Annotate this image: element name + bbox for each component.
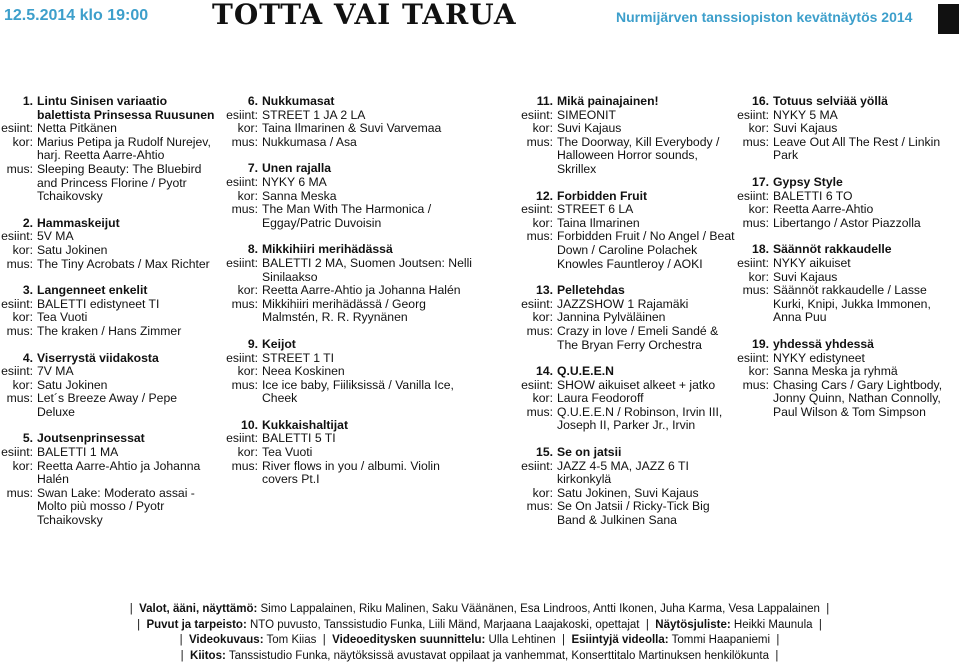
detail-value: Libertango / Astor Piazzolla (773, 215, 921, 230)
detail-label: kor: (12, 134, 33, 149)
detail-label: esiint: (737, 255, 769, 270)
item-detail-row (505, 460, 740, 487)
detail-label: esiint: (226, 431, 258, 446)
detail-value: Tea Vuoti (37, 310, 88, 325)
item-detail-row (220, 203, 478, 230)
item-detail-row (505, 230, 740, 271)
program-item (220, 95, 478, 149)
item-detail-row (220, 352, 478, 366)
item-detail-row (725, 136, 959, 163)
detail-label: mus: (6, 256, 33, 271)
detail-label: esiint: (1, 229, 33, 244)
item-detail-row (0, 122, 215, 136)
detail-value: Laura Feodoroff (557, 391, 644, 406)
detail-label: kor: (748, 269, 769, 284)
item-detail-row (505, 122, 740, 136)
detail-value: The kraken / Hans Zimmer (37, 323, 182, 338)
credit-value: NTO puvusto, Tanssistudio Funka, Liili Mänd, Marjaana Laajakoski, opettajat (249, 618, 640, 631)
item-title-row (0, 217, 215, 231)
item-number: 12. (536, 188, 553, 203)
item-detail-row (220, 446, 478, 460)
detail-label: esiint: (521, 377, 553, 392)
item-title-row (0, 284, 215, 298)
item-number: 13. (536, 283, 553, 298)
credit-value: Tom Kiias (266, 634, 317, 647)
detail-value: Swan Lake: Moderato assai - Molto più mosso / Pyotr Tchaikovsky (37, 485, 195, 528)
item-title: Nukkumasat (262, 94, 335, 108)
item-number: 8. (247, 242, 258, 257)
item-detail-row (725, 271, 959, 285)
item-detail-row (505, 500, 740, 527)
header (0, 0, 959, 36)
detail-value: Netta Pitkänen (37, 121, 117, 136)
detail-label: esiint: (737, 107, 769, 122)
detail-label: kor: (748, 202, 769, 217)
item-title: Kukkaishaltijat (262, 417, 349, 432)
detail-label: esiint: (521, 202, 553, 217)
detail-value: NYKY edistyneet (773, 350, 865, 365)
credit-label: Videoeditysken suunnittelu: (332, 634, 486, 647)
item-number: 16. (752, 94, 769, 108)
detail-value: Marius Petipa ja Rudolf Nurejev, harj. Reetta Aarre-Ahtio (37, 134, 211, 163)
item-detail-row (220, 284, 478, 298)
item-detail-row (505, 487, 740, 501)
detail-label: kor: (532, 121, 553, 136)
item-title-row (505, 365, 740, 379)
item-title-row (725, 95, 959, 109)
detail-label: kor: (12, 458, 33, 473)
credit-value: Tommi Haapaniemi (671, 634, 771, 647)
item-number: 19. (752, 336, 769, 351)
item-detail-row (0, 244, 215, 258)
item-title: Unen rajalla (262, 161, 332, 176)
item-title: Lintu Sinisen variaatio balettista Prinsessa Ruusunen (37, 94, 215, 122)
item-detail-row (0, 487, 215, 528)
item-detail-row (0, 325, 215, 339)
detail-label: kor: (12, 310, 33, 325)
detail-label: kor: (532, 485, 553, 500)
detail-value: BALETTI 6 TO (773, 188, 853, 203)
detail-label: esiint: (737, 188, 769, 203)
item-title-row (220, 162, 478, 176)
item-detail-row (725, 122, 959, 136)
program-item (0, 352, 215, 420)
item-detail-row (0, 365, 215, 379)
detail-value: The Doorway, Kill Everybody / Halloween Horror sounds, Skrillex (557, 134, 720, 176)
program-item (725, 338, 959, 420)
detail-label: kor: (12, 377, 33, 392)
item-detail-row (220, 122, 478, 136)
detail-value: SIMEONIT (557, 107, 616, 122)
item-title: Pelletehdas (557, 283, 625, 298)
item-title-row (220, 419, 478, 433)
program-column-4 (725, 95, 959, 432)
detail-label: mus: (231, 296, 258, 311)
detail-value: Chasing Cars / Gary Lightbody, Jonny Quinn, Nathan Connolly, Paul Wilson & Tom Simpson (773, 377, 943, 419)
item-title: Se on jatsii (557, 445, 622, 460)
credit-label: Valot, ääni, näyttämö: (139, 603, 258, 615)
item-detail-row (0, 379, 215, 393)
item-detail-row (725, 379, 959, 420)
item-detail-row (505, 136, 740, 177)
program-item (220, 243, 478, 325)
program-column-1 (0, 95, 215, 541)
detail-value: Nukkumasa / Asa (262, 134, 357, 149)
item-detail-row (0, 136, 215, 163)
detail-value: Ice ice baby, Fiiliksissä / Vanilla Ice, Cheek (262, 377, 454, 406)
detail-value: Sleeping Beauty: The Bluebird and Princess Florine / Pyotr Tchaikovsky (37, 161, 202, 204)
detail-value: Satu Jokinen (37, 242, 108, 257)
item-title-row (505, 284, 740, 298)
detail-value: NYKY 6 MA (262, 174, 327, 189)
detail-label: mus: (231, 134, 258, 149)
detail-value: JAZZSHOW 1 Rajamäki (557, 296, 689, 311)
item-title-row (725, 243, 959, 257)
program-item (505, 365, 740, 433)
detail-value: Forbidden Fruit / No Angel / Beat Down / Caroline Polachek Knowles Fauntleroy / AOKI (557, 229, 735, 271)
item-detail-row (220, 460, 478, 487)
item-detail-row (220, 109, 478, 123)
detail-value: Reetta Aarre-Ahtio ja Johanna Halén (37, 458, 201, 487)
item-number: 7. (247, 161, 258, 176)
item-detail-row (505, 217, 740, 231)
credits-line: | Puvut ja tarpeisto: NTO puvusto, Tanssistudio Funka, Liili Mänd, Marjaana Laajakoski, opettajat | Näytösjuliste: Heikki Maunula | (137, 618, 822, 631)
credit-value: Ulla Lehtinen (488, 634, 556, 647)
program-item (725, 95, 959, 163)
item-detail-row (725, 284, 959, 325)
item-detail-row (725, 217, 959, 231)
item-detail-row (505, 406, 740, 433)
detail-value: SHOW aikuiset alkeet + jatko (557, 377, 716, 392)
program-item (505, 190, 740, 272)
item-detail-row (725, 190, 959, 204)
program-item (0, 217, 215, 271)
detail-label: esiint: (521, 458, 553, 473)
program-item (220, 162, 478, 230)
item-title: Mikä painajainen! (557, 94, 659, 108)
detail-value: 5V MA (37, 229, 74, 244)
detail-value: Crazy in love / Emeli Sandé & The Bryan Ferry Orchestra (557, 323, 719, 352)
credit-value: Tanssistudio Funka, näytöksissä avustavat oppilaat ja vanhemmat, Konserttitalo Martinuksen henkilökunta (228, 649, 769, 662)
detail-label: mus: (526, 229, 553, 244)
detail-value: Leave Out All The Rest / Linkin Park (773, 134, 941, 163)
detail-label: mus: (526, 404, 553, 419)
item-title-row (725, 338, 959, 352)
detail-label: kor: (748, 121, 769, 136)
detail-label: kor: (12, 242, 33, 257)
item-title-row (505, 95, 740, 109)
detail-label: mus: (526, 134, 553, 149)
detail-value: Sanna Meska ja ryhmä (773, 364, 898, 379)
item-detail-row (220, 190, 478, 204)
item-number: 1. (22, 94, 33, 108)
detail-value: JAZZ 4-5 MA, JAZZ 6 TI kirkonkylä (557, 458, 689, 487)
item-number: 4. (22, 350, 33, 365)
item-detail-row (725, 352, 959, 366)
detail-value: Let´s Breeze Away / Pepe Deluxe (37, 391, 178, 419)
item-number: 3. (22, 283, 33, 298)
detail-label: mus: (6, 161, 33, 176)
item-title: yhdessä yhdessä (773, 336, 874, 351)
program-column-2 (220, 95, 478, 500)
item-title: Gypsy Style (773, 174, 843, 189)
detail-value: Jannina Pylväläinen (557, 310, 666, 325)
item-detail-row (505, 203, 740, 217)
detail-value: BALETTI 1 MA (37, 445, 119, 460)
detail-value: Taina Ilmarinen & Suvi Varvemaa (262, 121, 442, 136)
detail-label: kor: (237, 121, 258, 136)
item-title: Joutsenprinsessat (37, 431, 145, 446)
item-number: 11. (536, 94, 553, 108)
detail-label: mus: (742, 215, 769, 230)
detail-value: Q.U.E.E.N / Robinson, Irvin III, Joseph II, Parker Jr., Irvin (557, 404, 723, 433)
detail-label: esiint: (737, 350, 769, 365)
item-title-row (505, 446, 740, 460)
item-number: 2. (22, 215, 33, 230)
show-title: TOTTA VAI TARUA (212, 0, 517, 31)
detail-label: mus: (742, 377, 769, 392)
detail-value: Se On Jatsii / Ricky-Tick Big Band & Julkinen Sana (557, 499, 710, 528)
credits-line: | Videokuvaus: Tom Kiias | Videoeditysken suunnittelu: Ulla Lehtinen | Esiintyjä videolla: Tommi Haapaniemi | (179, 634, 780, 647)
detail-value: STREET 6 LA (557, 202, 634, 217)
item-title: Viserrystä viidakosta (37, 350, 159, 365)
detail-value: River flows in you / albumi. Violin covers Pt.I (262, 458, 440, 487)
item-title: Forbidden Fruit (557, 188, 648, 203)
credit-label: Näytösjuliste: (655, 618, 731, 631)
item-detail-row (505, 109, 740, 123)
item-detail-row (505, 392, 740, 406)
program-item (505, 95, 740, 177)
detail-label: esiint: (521, 107, 553, 122)
item-title: Langenneet enkelit (37, 283, 148, 298)
item-title-row (220, 243, 478, 257)
show-date: 12.5.2014 klo 19:00 (4, 7, 149, 24)
detail-value: Neea Koskinen (262, 364, 345, 379)
item-detail-row (220, 176, 478, 190)
item-detail-row (220, 379, 478, 406)
detail-label: mus: (742, 283, 769, 298)
program-item (0, 284, 215, 338)
detail-value: BALETTI 5 TI (262, 431, 336, 446)
detail-value: The Man With The Harmonica / Eggay/Patric Duvoisin (262, 202, 432, 230)
item-detail-row (0, 298, 215, 312)
detail-label: mus: (526, 499, 553, 514)
detail-value: NYKY 5 MA (773, 107, 838, 122)
detail-value: Suvi Kajaus (773, 269, 838, 284)
program-item (0, 95, 215, 204)
detail-label: kor: (532, 215, 553, 230)
detail-label: mus: (6, 485, 33, 500)
detail-label: kor: (237, 188, 258, 203)
item-detail-row (0, 230, 215, 244)
credit-value: Heikki Maunula (733, 618, 813, 631)
item-detail-row (505, 311, 740, 325)
program-item (725, 243, 959, 325)
detail-label: mus: (526, 323, 553, 338)
item-detail-row (505, 325, 740, 352)
detail-label: esiint: (226, 107, 258, 122)
detail-value: STREET 1 TI (262, 350, 335, 365)
detail-label: esiint: (1, 296, 33, 311)
detail-value: Sanna Meska (262, 188, 337, 203)
item-detail-row (0, 392, 215, 419)
detail-label: mus: (231, 202, 258, 217)
item-title: Säännöt rakkaudelle (773, 242, 892, 257)
credit-value: Simo Lappalainen, Riku Malinen, Saku Väänänen, Esa Lindroos, Antti Ikonen, Juha Karma, Vesa Lappalainen (260, 603, 820, 615)
detail-label: mus: (6, 323, 33, 338)
detail-label: esiint: (226, 174, 258, 189)
detail-label: esiint: (226, 255, 258, 270)
event-name: Nurmijärven tanssiopiston kevätnäytös 2014 (616, 9, 913, 25)
item-title-row (220, 95, 478, 109)
detail-label: esiint: (1, 445, 33, 460)
item-detail-row (505, 379, 740, 393)
item-detail-row (220, 136, 478, 150)
detail-label: esiint: (1, 364, 33, 379)
credits (0, 602, 959, 664)
credits-line: | Valot, ääni, näyttämö: Simo Lappalainen, Riku Malinen, Saku Väänänen, Esa Lindroos, Antti Ikonen, Juha Karma, Vesa Lappalainen | (129, 603, 830, 615)
program-item (505, 446, 740, 528)
detail-value: Taina Ilmarinen (557, 215, 640, 230)
program-column-3 (505, 95, 740, 541)
item-detail-row (220, 365, 478, 379)
detail-label: mus: (231, 377, 258, 392)
item-title: Mikkihiiri merihädässä (262, 242, 393, 257)
item-title-row (220, 338, 478, 352)
item-number: 9. (247, 336, 258, 351)
item-detail-row (725, 109, 959, 123)
detail-value: BALETTI 2 MA, Suomen Joutsen: Nelli Sinilaakso (262, 255, 472, 284)
detail-label: mus: (742, 134, 769, 149)
item-detail-row (220, 257, 478, 284)
program-item (505, 284, 740, 352)
item-title-row (0, 352, 215, 366)
detail-value: Suvi Kajaus (773, 121, 838, 136)
item-title: Keijot (262, 336, 296, 351)
detail-label: mus: (231, 458, 258, 473)
detail-label: kor: (532, 310, 553, 325)
credit-label: Puvut ja tarpeisto: (146, 618, 247, 631)
detail-value: 7V MA (37, 364, 74, 379)
detail-value: NYKY aikuiset (773, 255, 851, 270)
item-detail-row (0, 460, 215, 487)
detail-value: Suvi Kajaus (557, 121, 622, 136)
item-number: 15. (536, 445, 553, 460)
detail-value: Satu Jokinen (37, 377, 108, 392)
detail-value: BALETTI edistyneet TI (37, 296, 160, 311)
detail-value: Tea Vuoti (262, 445, 313, 460)
detail-value: STREET 1 JA 2 LA (262, 107, 366, 122)
detail-label: mus: (6, 391, 33, 406)
item-detail-row (0, 311, 215, 325)
program-item (0, 432, 215, 527)
item-title-row (725, 176, 959, 190)
item-detail-row (220, 432, 478, 446)
item-title: Q.U.E.E.N (557, 364, 614, 379)
item-title-row (0, 95, 215, 122)
detail-value: Reetta Aarre-Ahtio (773, 202, 874, 217)
detail-label: kor: (748, 364, 769, 379)
item-number: 6. (247, 94, 258, 108)
corner-block (938, 4, 959, 34)
item-title: Hammaskeijut (37, 215, 120, 230)
item-number: 5. (22, 431, 33, 446)
item-number: 17. (752, 174, 769, 189)
item-title: Totuus selviää yöllä (773, 94, 888, 108)
detail-label: kor: (237, 364, 258, 379)
detail-label: kor: (237, 445, 258, 460)
item-number: 18. (752, 242, 769, 257)
item-detail-row (220, 298, 478, 325)
item-detail-row (505, 298, 740, 312)
item-title-row (505, 190, 740, 204)
item-detail-row (0, 163, 215, 204)
item-number: 14. (536, 364, 553, 379)
credit-label: Esiintyjä videolla: (571, 634, 669, 647)
credit-label: Videokuvaus: (188, 634, 264, 647)
credit-label: Kiitos: (190, 649, 226, 662)
detail-value: The Tiny Acrobats / Max Richter (37, 256, 210, 271)
item-number: 10. (241, 417, 258, 432)
detail-label: kor: (532, 391, 553, 406)
item-detail-row (725, 203, 959, 217)
detail-label: kor: (237, 283, 258, 298)
detail-label: esiint: (1, 121, 33, 136)
program-item (220, 338, 478, 406)
detail-value: Reetta Aarre-Ahtio ja Johanna Halén (262, 283, 461, 298)
detail-value: Satu Jokinen, Suvi Kajaus (557, 485, 699, 500)
item-detail-row (725, 365, 959, 379)
detail-value: Mikkihiiri merihädässä / Georg Malmstén, R. R. Ryynänen (262, 296, 426, 325)
program-item (725, 176, 959, 230)
detail-label: esiint: (226, 350, 258, 365)
detail-value: Säännöt rakkaudelle / Lasse Kurki, Knipi, Jukka Immonen, Anna Puu (773, 283, 931, 325)
item-detail-row (0, 258, 215, 272)
program-item (220, 419, 478, 487)
item-title-row (0, 432, 215, 446)
item-detail-row (0, 446, 215, 460)
credits-line: | Kiitos: Tanssistudio Funka, näytöksissä avustavat oppilaat ja vanhemmat, Konserttitalo Martinuksen henkilökunta | (180, 649, 779, 662)
item-detail-row (725, 257, 959, 271)
detail-label: esiint: (521, 296, 553, 311)
